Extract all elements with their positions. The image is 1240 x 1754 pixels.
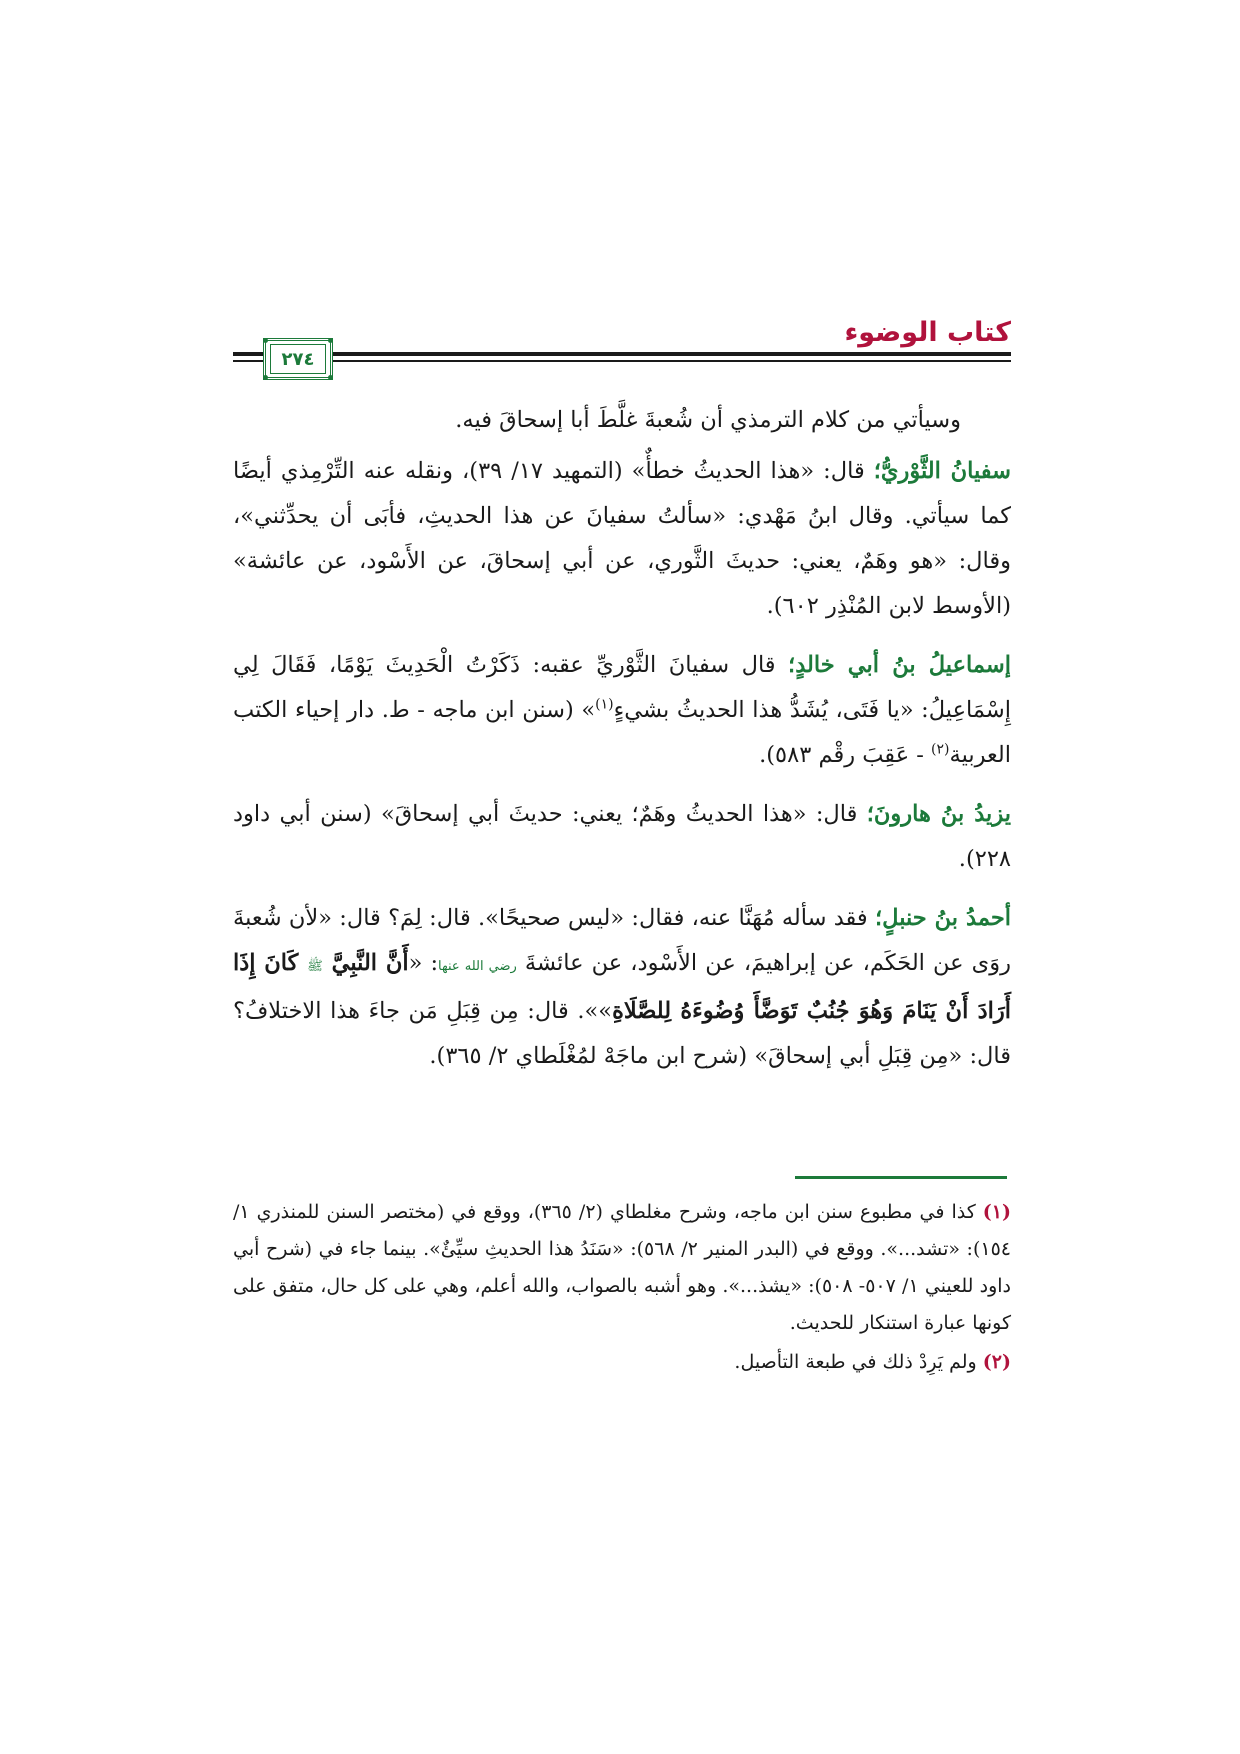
- paragraph-thawri: [233, 449, 1011, 629]
- page-header: [233, 312, 1011, 372]
- page-number: ٢٧٤: [270, 344, 326, 374]
- paragraph-yazid: [233, 792, 1011, 882]
- hadith-text: أَنَّ النَّبِيَّ: [322, 950, 409, 976]
- footnote-text: ولم يَرِدْ ذلك في طبعة التأصيل.: [734, 1351, 983, 1373]
- ornament-corner: [263, 338, 268, 343]
- paragraph-text: : «: [408, 950, 439, 976]
- paragraph-text: قال سفيانَ الثَّوْريِّ عقبه: ذَكَرْتُ الْحَدِيثَ يَوْمًا، فَقَالَ لِي إِسْمَاعِيلُ: «يا فَتَى، يُشَدُّ هذا الحديثُ بشيءٍ: [233, 652, 1011, 723]
- paragraph-text: »». قال: مِن قِبَلِ مَن جاءَ هذا الاختلافُ؟ قال: «مِن قِبَلِ أبي إسحاقَ» (شرح ابن ماجَهْ لمُغْلَطاي ٢/ ٣٦٥).: [233, 998, 1011, 1069]
- footnote-2: [233, 1344, 1011, 1381]
- ornament-corner: [328, 338, 333, 343]
- footnote-ref-2[interactable]: (٢): [931, 741, 950, 758]
- ornament-corner: [263, 375, 268, 380]
- honorific-prophet: ﷺ: [307, 959, 323, 974]
- footnote-separator: [795, 1176, 1007, 1179]
- paragraph-text: فقد سأله مُهَنَّا عنه، فقال: «ليس صحيحًا». قال: لِمَ؟ قال: «لأن شُعبةَ روَى عن الحَكَم، عن إبراهيمَ، عن الأَسْود، عن عائشةَ: [233, 905, 1011, 976]
- footnote-text: كذا في مطبوع سنن ابن ماجه، وشرح مغلطاي (٢/ ٣٦٥)، ووقع في (مختصر السنن للمنذري ١/ ١٥٤): «تشد...». ووقع في (البدر المنير ٢/ ٥٦٨): «سَنَدُ هذا الحديثِ سيِّئٌ». بينما جاء في (شرح أبي داود للعيني ١/ ٥٠٧- ٥٠٨): «يشذ...». وهو أشبه بالصواب، والله أعلم، وهي على كل حال، متفق على كونها عبارة استنكار للحديث.: [233, 1201, 1011, 1334]
- header-rule-thick: [233, 352, 1011, 356]
- page-number-frame: [263, 338, 333, 380]
- footnote-number: (٢): [982, 1351, 1011, 1373]
- header-rule-thin: [233, 360, 1011, 362]
- narrator-name: يزيدُ بنُ هارونَ؛: [866, 801, 1011, 827]
- narrator-name: سفيانُ الثَّوْريُّ؛: [873, 458, 1011, 484]
- narrator-name: أحمدُ بنُ حنبلٍ؛: [875, 905, 1011, 931]
- footnote-number: (١): [982, 1201, 1011, 1223]
- hadith-text: كَانَ إِذَا أَرَادَ أَنْ يَنَامَ وَهُوَ جُنُبٌ تَوَضَّأَ وُضُوءَهُ لِلصَّلَاةِ: [233, 950, 1011, 1024]
- footnote-ref-1[interactable]: (١): [595, 696, 614, 713]
- paragraph-ahmad: [233, 896, 1011, 1079]
- paragraph-text: - عَقِبَ رقْم ٥٨٣).: [759, 742, 932, 768]
- main-text: [233, 398, 1011, 1093]
- narrator-name: إسماعيلُ بنُ أبي خالدٍ؛: [788, 652, 1011, 678]
- paragraph-text: » (سنن ابن ماجه - ط. دار إحياء الكتب العربية: [233, 697, 1011, 768]
- paragraph-text: قال: «هذا الحديثُ وهَمٌ؛ يعني: حديثَ أبي إسحاقَ» (سنن أبي داود ٢٢٨).: [233, 801, 1011, 872]
- footnote-1: [233, 1194, 1011, 1342]
- chapter-title: كتاب الوضوء: [844, 317, 1011, 348]
- footnotes: [233, 1194, 1011, 1383]
- ornament-corner: [328, 375, 333, 380]
- intro-paragraph: وسيأتي من كلام الترمذي أن شُعبةَ غلَّطَ أبا إسحاقَ فيه.: [455, 407, 961, 433]
- paragraph-text: قال: «هذا الحديثُ خطأٌ» (التمهيد ١٧/ ٣٩)، ونقله عنه التِّرْمِذي أيضًا كما سيأتي. وقال ابنُ مَهْدي: «سألتُ سفيانَ عن هذا الحديثِ، فأبَى أن يحدِّثني»، وقال: «هو وهَمٌ، يعني: حديثَ الثَّوري، عن أبي إسحاقَ، عن الأَسْود، عن عائشة» (الأوسط لابن المُنْذِر ٦٠٢).: [233, 458, 1011, 619]
- honorific-aisha: رضي الله عنها: [438, 959, 517, 974]
- paragraph-ismail: [233, 643, 1011, 778]
